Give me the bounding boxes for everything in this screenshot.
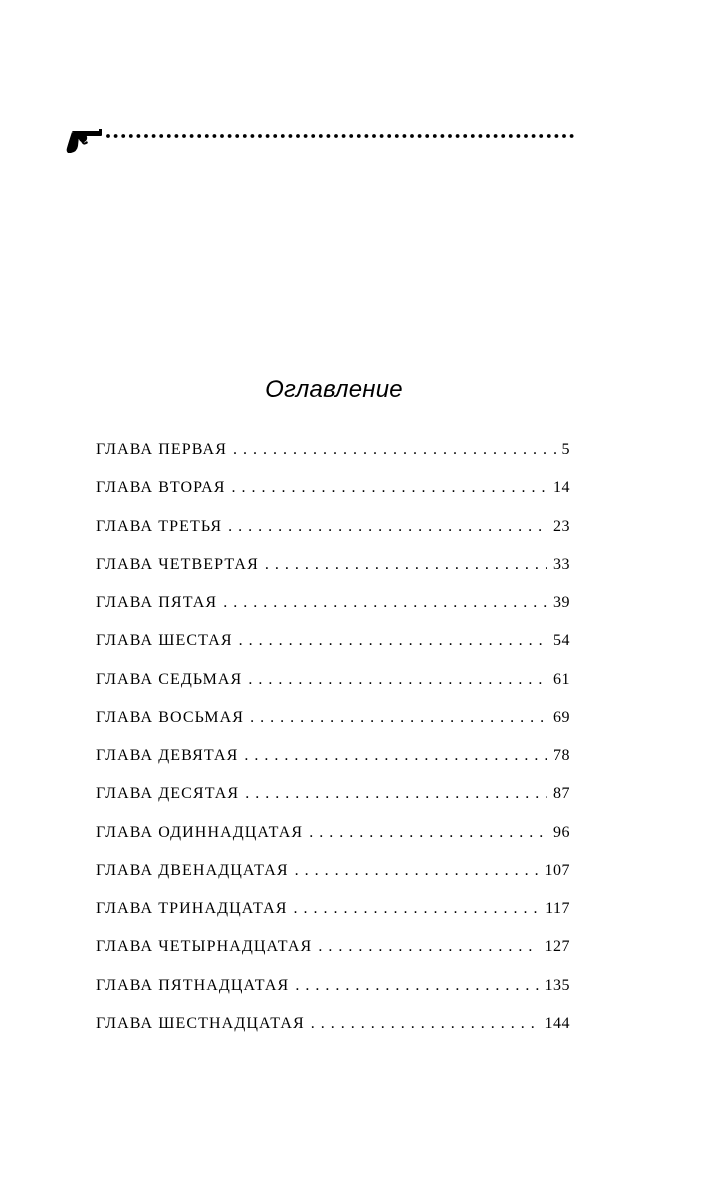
toc-entry — [96, 632, 570, 670]
toc-entry-page-number: 144 — [544, 1014, 570, 1032]
toc-entry — [96, 671, 570, 709]
toc-entry — [96, 479, 570, 517]
toc-entry — [96, 900, 570, 938]
toc-entry — [96, 747, 570, 785]
toc-entry-page-number: 33 — [553, 555, 570, 573]
toc-entry — [96, 441, 570, 479]
dot-leader — [318, 938, 538, 956]
toc-entry-label: ГЛАВА ДЕВЯТАЯ — [96, 747, 239, 764]
toc-entry-page-number: 78 — [553, 747, 570, 764]
toc-entry — [96, 977, 570, 1015]
toc-entry-page-number: 5 — [561, 441, 570, 458]
toc-entry-page-number: 87 — [553, 785, 570, 803]
toc-entry-page-number: 96 — [553, 823, 570, 841]
toc-entry-label: ГЛАВА ТРЕТЬЯ — [96, 517, 223, 535]
dot-leader — [295, 862, 539, 880]
dot-leader — [223, 594, 547, 612]
dot-leader — [311, 1015, 539, 1033]
toc-entry — [96, 556, 570, 594]
table-of-contents — [96, 441, 570, 1053]
toc-entry-label: ГЛАВА ОДИННАДЦАТАЯ — [96, 823, 304, 841]
toc-entry — [96, 938, 570, 976]
toc-entry — [96, 785, 570, 823]
toc-entry-page-number: 117 — [545, 900, 570, 917]
toc-entry-label: ГЛАВА ПЯТНАДЦАТАЯ — [96, 976, 290, 994]
dot-leader — [265, 556, 547, 574]
toc-entry-label: ГЛАВА ШЕСТАЯ — [96, 632, 233, 650]
toc-entry-label: ГЛАВА ДЕСЯТАЯ — [96, 785, 240, 803]
toc-entry-page-number: 107 — [544, 861, 570, 879]
toc-entry-label: ГЛАВА ПЯТАЯ — [96, 594, 218, 611]
toc-title: Оглавление — [265, 376, 403, 403]
toc-entry-label: ГЛАВА ЧЕТВЕРТАЯ — [96, 555, 259, 573]
toc-entry-label: ГЛАВА ДВЕНАДЦАТАЯ — [96, 861, 289, 879]
toc-entry-label: ГЛАВА СЕДЬМАЯ — [96, 670, 243, 688]
toc-entry-label: ГЛАВА ВОСЬМАЯ — [96, 708, 245, 726]
toc-entry — [96, 594, 570, 632]
toc-entry-page-number: 39 — [553, 594, 570, 611]
dot-leader — [294, 900, 540, 918]
revolver-icon — [66, 126, 576, 158]
toc-entry-label: ГЛАВА ТРИНАДЦАТАЯ — [96, 900, 288, 917]
toc-entry-label: ГЛАВА ВТОРАЯ — [96, 479, 226, 497]
toc-entry — [96, 709, 570, 747]
toc-entry — [96, 824, 570, 862]
dot-leader — [309, 824, 547, 842]
toc-entry — [96, 1015, 570, 1053]
toc-entry — [96, 862, 570, 900]
dot-leader — [239, 632, 547, 650]
dot-leader — [232, 479, 547, 497]
toc-entry-page-number: 135 — [544, 976, 570, 994]
toc-entry-page-number: 69 — [553, 708, 570, 726]
toc-entry-page-number: 23 — [553, 517, 570, 535]
toc-entry-label: ГЛАВА ШЕСТНАДЦАТАЯ — [96, 1014, 305, 1032]
header-ornament — [66, 126, 576, 158]
toc-entry-page-number: 14 — [553, 479, 570, 497]
dot-leader — [228, 518, 547, 536]
dot-leader — [233, 441, 556, 459]
dot-leader — [245, 785, 547, 803]
toc-entry-page-number: 127 — [544, 938, 570, 956]
toc-entry-label: ГЛАВА ПЕРВАЯ — [96, 441, 227, 458]
toc-entry — [96, 518, 570, 556]
dot-leader — [250, 709, 547, 727]
dot-leader — [244, 747, 547, 765]
dot-leader — [295, 977, 538, 995]
toc-entry-label: ГЛАВА ЧЕТЫРНАДЦАТАЯ — [96, 938, 313, 956]
toc-entry-page-number: 61 — [553, 670, 570, 688]
dot-leader — [248, 671, 547, 689]
toc-entry-page-number: 54 — [553, 632, 570, 650]
